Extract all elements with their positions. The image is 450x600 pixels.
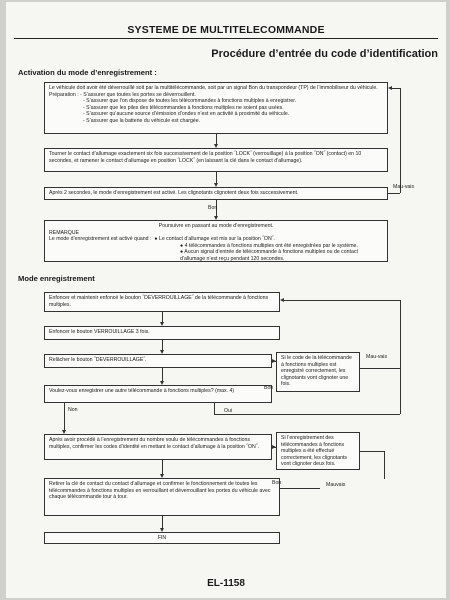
box-text: Retirer la clé de contact du contact d’allumage et confirmer le fonctionnement de toutes les télécommandes à fonctions multiples en verrouillant et déverrouillant les portes du véhicule avec chaque télécommande tour à tour. bbox=[49, 481, 271, 501]
flow-box-flash bbox=[44, 187, 388, 200]
branch-label-non: Non bbox=[68, 407, 78, 413]
branch-label-bon: Bon bbox=[208, 205, 218, 211]
flow-line bbox=[280, 488, 320, 489]
flow-line bbox=[400, 88, 401, 193]
flow-box-remarque bbox=[44, 220, 388, 262]
flow-box-code-stored bbox=[276, 352, 360, 392]
box-text: Après 2 secondes, le mode d’enregistrement est activé. Les clignotants clignotent deux fois successivement. bbox=[49, 190, 299, 196]
branch-label-oui: Oui bbox=[224, 408, 233, 414]
flow-box-registration-done bbox=[276, 432, 360, 470]
arrow-head bbox=[388, 86, 392, 90]
flow-box-release bbox=[44, 354, 272, 368]
flow-line bbox=[214, 414, 400, 415]
branch-label-mauvais: Mau-vais bbox=[366, 354, 388, 360]
box-text: ● Aucun signal d’entrée de télécommande à fonctions multiples ou de contact d’allumage n’est reçu pendant 120 secondes. bbox=[180, 249, 358, 262]
subheading-mode: Mode enregistrement bbox=[18, 274, 95, 283]
page-header-title: SYSTEME DE MULTITELECOMMANDE bbox=[127, 24, 325, 36]
box-text: - S’assurer que l’on dispose de toutes les télécommandes à fonctions multiples à enregistrer. bbox=[83, 98, 297, 105]
header-divider bbox=[14, 38, 438, 39]
flow-box-lock-three bbox=[44, 326, 280, 340]
flow-line bbox=[360, 368, 400, 369]
box-text: Si le code de la télécommande à fonctions multiples est enregistré correctement, les clignotants vont clignoter une fois. bbox=[281, 355, 352, 388]
flow-line bbox=[392, 88, 400, 89]
box-text: Préparation : - S’assurer que toutes les portes se déverrouillent. bbox=[49, 91, 196, 98]
flow-box-hold-unlock bbox=[44, 292, 280, 312]
box-text: Voulez-vous enregistrer une autre télécommande à fonctions multiples? (max. 4) bbox=[49, 388, 235, 394]
box-text: ● 4 télécommandes à fonctions multiples ont été enregistrées par le système. bbox=[180, 242, 358, 249]
box-text: - S’assurer qu’aucune source d’émission d’ondes n’est en activité à proximité du véhicule. bbox=[83, 111, 290, 118]
flow-box-another-remote bbox=[44, 385, 272, 403]
section-title: Procédure d’entrée du code d’identification bbox=[211, 48, 438, 60]
box-text: FIN bbox=[157, 535, 167, 541]
flow-box-remove-key bbox=[44, 478, 280, 516]
box-text: Relâcher le bouton ˝DEVERROUILLAGE˝. bbox=[49, 357, 147, 363]
flow-line bbox=[64, 403, 65, 432]
remark-row bbox=[49, 236, 383, 243]
flow-box-ignition bbox=[44, 148, 388, 172]
flow-box-preparation bbox=[44, 82, 388, 134]
box-text: Après avoir procédé à l’enregistrement du nombre voulu de télécommandes à fonctions multiples, confirmer les codes d’identité en mettant le contact d’allumage à la position ˝ON˝. bbox=[49, 437, 259, 450]
branch-label-mauvais: Mau-vais bbox=[393, 184, 415, 190]
flow-box-after-registration bbox=[44, 434, 272, 460]
box-text: - S’assurer que la batterie du véhicule est chargée. bbox=[83, 117, 201, 124]
box-text: Le mode d’enregistrement est activé quand : bbox=[49, 236, 152, 243]
arrow-head bbox=[280, 298, 284, 302]
box-text: Si l’enregistrement des télécommandes à fonctions multiples a été effectué correctement, les clignotants vont clignoter deux fois. bbox=[281, 435, 348, 468]
manual-page bbox=[6, 2, 446, 598]
branch-label-bon: Bon bbox=[264, 385, 274, 391]
box-text: ● Le contact d’allumage est mis sur la position ˝ON˝. bbox=[154, 236, 275, 243]
box-text: Tourner le contact d’allumage exactement six fois successivement de la position ˝LOCK˝ (verrouillage) à la position ˝ON˝ (contact) en 10 secondes, et ramener le contact d’allumage en position ˝LOCK˝ (en laissant la clé dans le contact d’allumage). bbox=[49, 151, 362, 164]
box-text: - S’assurer que les piles des télécommandes à fonctions multiples ne soient pas usées. bbox=[83, 104, 284, 111]
flow-line bbox=[214, 403, 215, 414]
flow-line bbox=[384, 451, 385, 479]
box-text: Le véhicule doit avoir été déverrouillé soit par la multitélécommande, soit par un signal Bon du transpondeur (TP) de l’immobiliseur du véhicule. bbox=[49, 85, 378, 91]
box-text: REMARQUE bbox=[49, 229, 79, 236]
branch-label-mauvais: Mauvais bbox=[326, 482, 346, 488]
flow-line bbox=[284, 300, 400, 301]
flow-box-end bbox=[44, 532, 280, 544]
box-text: Poursuivre en passant au mode d’enregistrement. bbox=[158, 223, 274, 229]
page-number: EL-1158 bbox=[207, 578, 245, 589]
flow-line bbox=[388, 193, 400, 194]
box-text: Enfoncer le bouton VERROUILLAGE 3 fois. bbox=[49, 329, 150, 335]
box-text: Enfoncer et maintenir enfoncé le bouton ˝DEVERROUILLAGE˝ de la télécommande à fonctions multiples. bbox=[49, 295, 269, 308]
flow-line bbox=[360, 451, 384, 452]
branch-label-bon: Bon bbox=[272, 480, 282, 486]
subheading-activation: Activation du mode d’enregistrement : bbox=[18, 68, 157, 77]
flow-line bbox=[400, 300, 401, 414]
